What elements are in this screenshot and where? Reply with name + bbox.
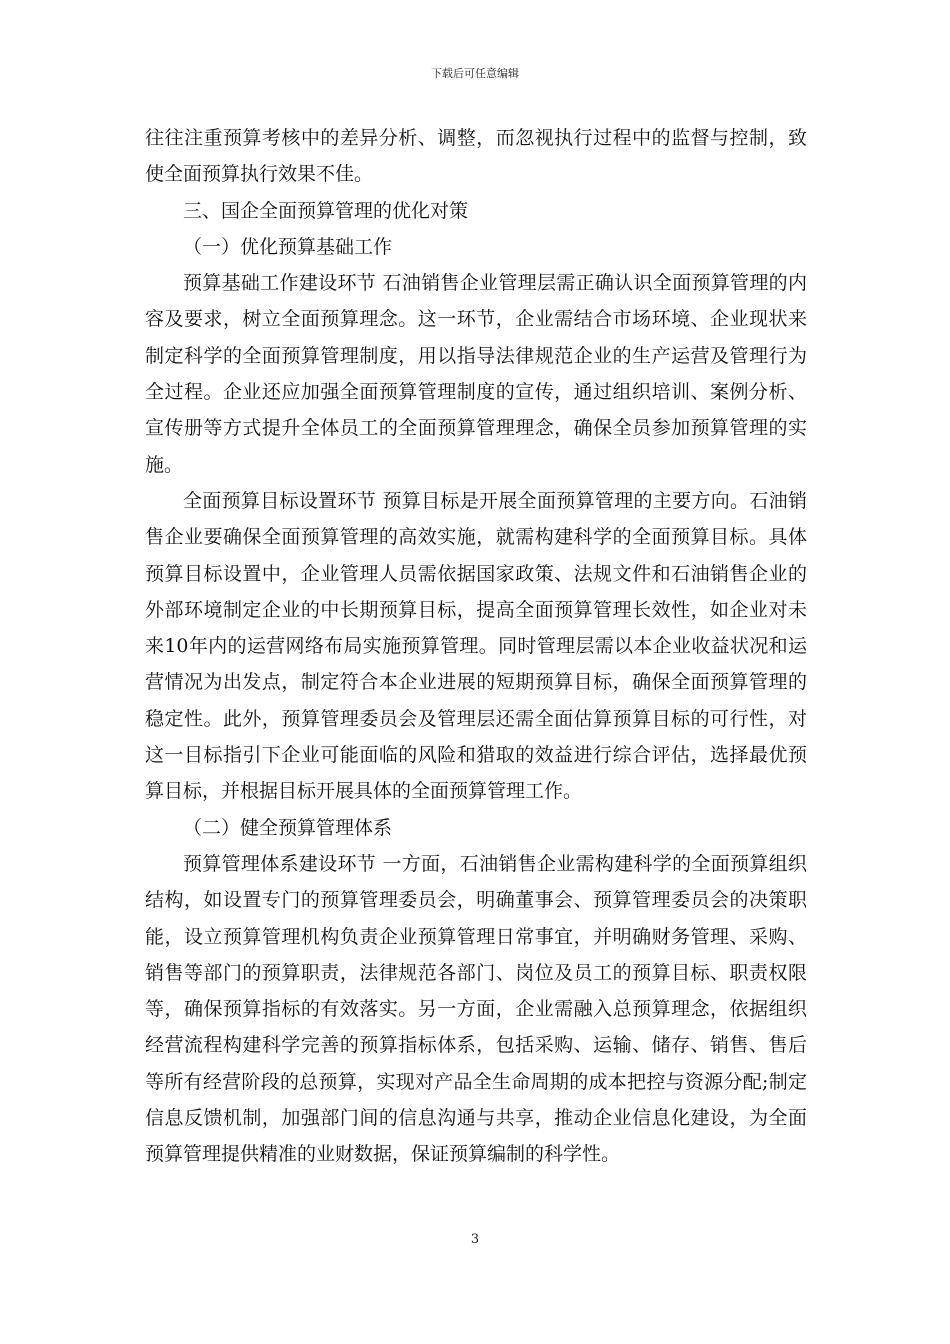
page-number: 3 [470, 1232, 480, 1247]
page-header: 下载后可任意编辑 [431, 67, 519, 80]
paragraph-budget-target: 全面预算目标设置环节 预算目标是开展全面预算管理的主要方向。石油销售企业要确保全面预算管理的高效实施，就需构建科学的全面预算目标。具体预算目标设置中，企业管理人员需依据国家政策、法规文件和石油销售企业的外部环境制定企业的中长期预算目标，提高全面预算管理长效性，如企业对未来10年内的运营网络布局实施预算管理。同时管理层需以本企业收益状况和运营情况为出发点，制定符合本企业进展的短期预算目标，确保全面预算管理的稳定性。此外，预算管理委员会及管理层还需全面估算预算目标的可行性，对这一目标指引下企业可能面临的风险和猎取的效益进行综合评估，选择最优预算目标，并根据目标开展具体的全面预算管理工作。 [145, 489, 807, 803]
paragraph-continuation: 往往注重预算考核中的差异分析、调整，而忽视执行过程中的监督与控制，致使全面预算执行效果不佳。 [145, 127, 807, 186]
document-body [145, 120, 807, 1173]
subsection-heading-1: （一）优化预算基础工作 [183, 235, 393, 258]
paragraph-budget-foundation: 预算基础工作建设环节 石油销售企业管理层需正确认识全面预算管理的内容及要求，树立全面预算理念。这一环节，企业需结合市场环境、企业现状来制定科学的全面预算管理制度，用以指导法律规范企业的生产运营及管理行为全过程。企业还应加强全面预算管理制度的宣传，通过组织培训、案例分析、宣传册等方式提升全体员工的全面预算管理理念，确保全员参加预算管理的实施。 [145, 272, 807, 476]
section-heading: 三、国企全面预算管理的优化对策 [183, 199, 469, 222]
subsection-heading-2: （二）健全预算管理体系 [183, 816, 393, 839]
paragraph-budget-system: 预算管理体系建设环节 一方面，石油销售企业需构建科学的全面预算组织结构，如设置专门的预算管理委员会，明确董事会、预算管理委员会的决策职能，设立预算管理机构负责企业预算管理日常事宜，并明确财务管理、采购、销售等部门的预算职责，法律规范各部门、岗位及员工的预算目标、职责权限等，确保预算指标的有效落实。另一方面，企业需融入总预算理念，依据组织经营流程构建科学完善的预算指标体系，包括采购、运输、储存、销售、售后等所有经营阶段的总预算，实现对产品全生命周期的成本把控与资源分配;制定信息反馈机制，加强部门间的信息沟通与共享，推动企业信息化建设，为全面预算管理提供精准的业财数据，保证预算编制的科学性。 [145, 852, 807, 1166]
